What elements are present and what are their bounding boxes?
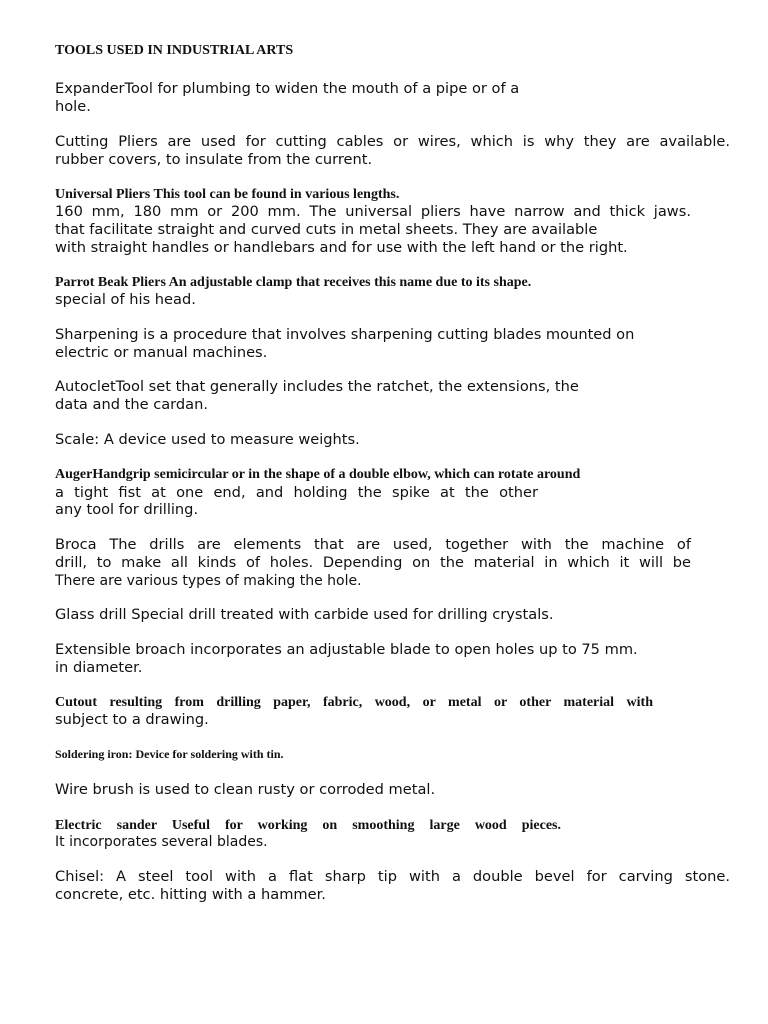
cutting-pliers-line-1: Cutting Pliers are used for cutting cables or wires, which is why they are available. xyxy=(55,133,730,150)
universal-pliers-line-3: that facilitate straight and curved cuts in metal sheets. They are available xyxy=(55,221,598,238)
auger-heading: AugerHandgrip semicircular or in the shape of a double elbow, which can rotate around xyxy=(55,467,581,482)
sharpening-line-1: Sharpening is a procedure that involves sharpening cutting blades mounted on xyxy=(55,326,635,343)
chisel-line-1: Chisel: A steel tool with a flat sharp tip with a double bevel for carving stone. xyxy=(55,868,730,885)
broach-line-1: Extensible broach incorporates an adjustable blade to open holes up to 75 mm. xyxy=(55,641,638,658)
auger-line-2: a tight fist at one end, and holding the spike at the other xyxy=(55,484,538,501)
cutout-heading: Cutout resulting from drilling paper, fabric, wood, or metal or other material with xyxy=(55,695,653,710)
broca-line-1: Broca The drills are elements that are used, together with the machine of xyxy=(55,536,691,553)
wire-brush-line: Wire brush is used to clean rusty or corroded metal. xyxy=(55,781,436,798)
document-page xyxy=(55,0,730,1024)
electric-sander-heading: Electric sander Useful for working on smoothing large wood pieces. xyxy=(55,818,561,833)
autoclet-line-1: AutocletTool set that generally includes the ratchet, the extensions, the xyxy=(55,378,579,395)
soldering-iron-line: Soldering iron: Device for soldering with tin. xyxy=(55,747,284,761)
universal-pliers-heading: Universal Pliers This tool can be found in various lengths. xyxy=(55,187,400,202)
auger-line-3: any tool for drilling. xyxy=(55,501,199,518)
cutting-pliers-line-2: rubber covers, to insulate from the current. xyxy=(55,151,373,168)
expander-line-2: hole. xyxy=(55,98,91,115)
universal-pliers-line-2: 160 mm, 180 mm or 200 mm. The universal pliers have narrow and thick jaws. xyxy=(55,203,691,220)
document-title: TOOLS USED IN INDUSTRIAL ARTS xyxy=(55,43,294,58)
universal-pliers-line-4: with straight handles or handlebars and for use with the left hand or the right. xyxy=(55,239,628,256)
autoclet-line-2: data and the cardan. xyxy=(55,396,208,413)
parrot-beak-line-2: special of his head. xyxy=(55,291,196,308)
broach-line-2: in diameter. xyxy=(55,659,143,676)
electric-sander-line-2: It incorporates several blades. xyxy=(55,834,268,850)
glass-drill-line-1: Glass drill Special drill treated with carbide used for drilling crystals. xyxy=(55,606,554,623)
broca-line-2: drill, to make all kinds of holes. Depending on the material in which it will be xyxy=(55,554,691,571)
chisel-line-2: concrete, etc. hitting with a hammer. xyxy=(55,886,326,903)
expander-line-1: ExpanderTool for plumbing to widen the mouth of a pipe or of a xyxy=(55,80,520,97)
cutout-line-2: subject to a drawing. xyxy=(55,711,209,728)
scale-line-1: Scale: A device used to measure weights. xyxy=(55,431,360,448)
broca-line-3: There are various types of making the hole. xyxy=(55,573,362,589)
sharpening-line-2: electric or manual machines. xyxy=(55,344,268,361)
parrot-beak-heading: Parrot Beak Pliers An adjustable clamp that receives this name due to its shape. xyxy=(55,275,532,290)
